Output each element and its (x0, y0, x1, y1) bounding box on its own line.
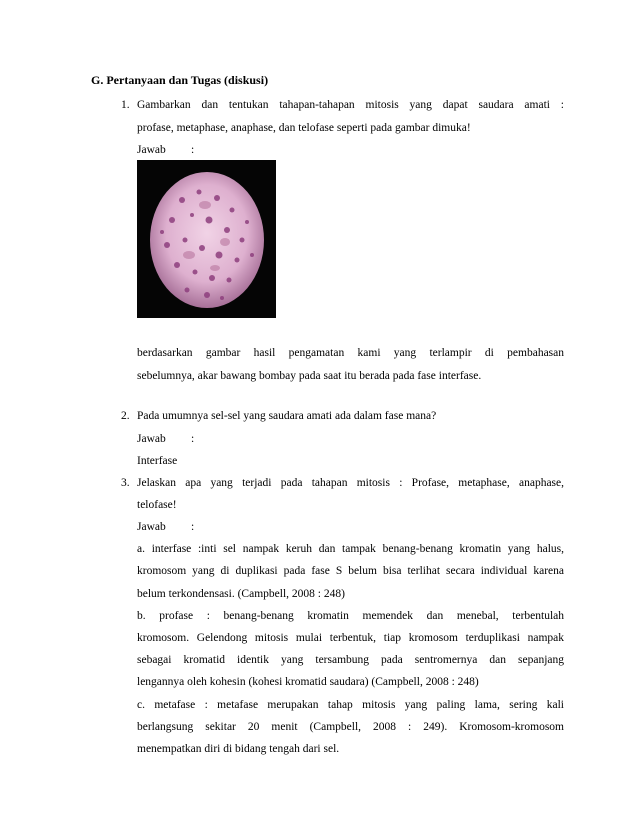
q3-line-1: Jelaskan apa yang terjadi pada tahapan mitosis : Profase, metaphase, anaphase, (137, 477, 564, 489)
q3-b-line-1: b. profase : benang-benang kromatin memendek dan menebal, terbentulah (137, 610, 564, 622)
q3-line-2: telofase! (137, 499, 177, 511)
jawab-label: Jawab (137, 433, 166, 445)
q3-b-line-4: lengannya oleh kohesin (kohesi kromatid saudara) (Campbell, 2008 : 248) (137, 676, 479, 688)
jawab-label: Jawab (137, 521, 166, 533)
q2-jawab (137, 433, 195, 445)
microscope-image (137, 160, 276, 318)
q3-a-line-3: belum terkondensasi. (Campbell, 2008 : 248) (137, 588, 345, 600)
q3-b-line-3: sebagai kromatid identik yang tersambung pada sentromernya dan sepanjang (137, 654, 564, 666)
q1-jawab (137, 144, 195, 156)
q1-answer-line-2: sebelumnya, akar bawang bombay pada saat itu berada pada fase interfase. (137, 370, 482, 382)
q2-answer: Interfase (137, 455, 178, 467)
q1-line-1: Gambarkan dan tentukan tahapan-tahapan mitosis yang dapat saudara amati : (137, 99, 564, 111)
jawab-colon: : (191, 144, 195, 156)
jawab-colon: : (191, 521, 195, 533)
q1-answer-line-1: berdasarkan gambar hasil pengamatan kami yang terlampir di pembahasan (137, 347, 564, 359)
microscope-cell-photo-icon (137, 160, 276, 318)
q2-question: Pada umumnya sel-sel yang saudara amati ada dalam fase mana? (137, 410, 437, 422)
q3-b-line-2: kromosom. Gelendong mitosis mulai terbentuk, tiap kromosom terduplikasi nampak (137, 632, 564, 644)
q3-c-line-3: menempatkan diri di bidang tengah dari sel. (137, 743, 340, 755)
jawab-label: Jawab (137, 144, 166, 156)
section-heading: G. Pertanyaan dan Tugas (diskusi) (91, 73, 269, 87)
q3-jawab (137, 521, 195, 533)
q3-a-line-1: a. interfase :inti sel nampak keruh dan tampak benang-benang kromatin yang halus, (137, 543, 564, 555)
q2-number: 2. (121, 410, 130, 422)
q1-number: 1. (121, 99, 130, 111)
q3-c-line-2: berlangsung sekitar 20 menit (Campbell, 2008 : 249). Kromosom-kromosom (137, 721, 564, 733)
q3-a-line-2: kromosom yang di duplikasi pada fase S belum bisa terlihat secara individual karena (137, 565, 564, 577)
q3-number: 3. (121, 477, 130, 489)
q1-line-2: profase, metaphase, anaphase, dan telofase seperti pada gambar dimuka! (137, 122, 471, 134)
jawab-colon: : (191, 433, 195, 445)
q3-c-line-1: c. metafase : metafase merupakan tahap mitosis yang paling lama, sering kali (137, 699, 564, 711)
